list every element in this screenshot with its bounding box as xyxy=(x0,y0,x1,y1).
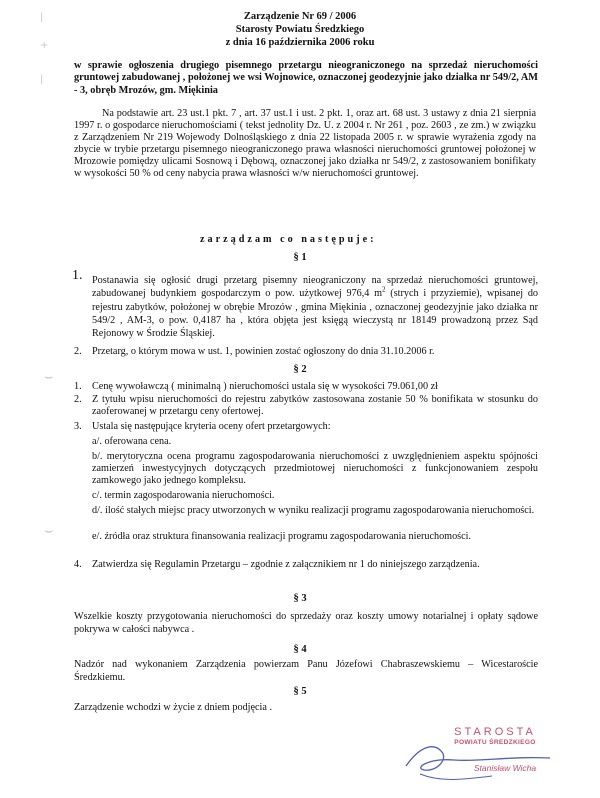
signature-scribble xyxy=(400,736,570,786)
section-2-item-3: Ustala się następujące kryteria oceny ofert przetargowych: xyxy=(92,421,331,432)
punch-hole-mark: | xyxy=(40,74,44,85)
section-4-heading: § 4 xyxy=(293,644,307,655)
section-2-item-number: 2. xyxy=(74,394,82,405)
section-1-item-number: 2. xyxy=(74,346,82,357)
section-5-heading: § 5 xyxy=(293,686,307,697)
section-3-heading: § 3 xyxy=(293,593,307,604)
stamp-title: STAROSTA xyxy=(454,726,536,738)
punch-hole-mark: | xyxy=(40,12,44,23)
section-2-item-4: Zatwierdza się Regulamin Przetargu – zgodnie z załącznikiem nr 1 do niniejszego zarządzenia. xyxy=(92,559,480,570)
section-1-item-number: 1. xyxy=(72,268,83,283)
criterion-b: b/. merytoryczna ocena programu zagospodarowania nieruchomości z uwzględnieniem aspektu spójności zamierzeń inwestycyjnych dotyczących przedmiotowej nieruchomości z funkcjonowaniem zespołu zamkowego jako jednego kompleksu. xyxy=(92,451,538,487)
section-2-item-number: 4. xyxy=(74,559,82,570)
section-1-item-1-text: Postanawia się ogłosić drugi przetarg pisemny nieograniczony na sprzedaż nieruchomości gruntowej, zabudowanej budynkiem gospodarczym o pow. użytkowej 976,4 m xyxy=(92,275,538,300)
stamp-subtitle: POWIATU ŚREDZKIEGO xyxy=(454,739,536,746)
document-issuer: Starosty Powiatu Średzkiego xyxy=(235,24,365,35)
punch-hole-mark: + xyxy=(40,40,49,51)
scan-margin-mark: ⌣ xyxy=(44,523,54,539)
document-subject: w sprawie ogłoszenia drugiego pisemnego przetargu nieograniczonego na sprzedaż nieruchomości gruntowej zabudowanej , położonej we wsi Wojnowice, oznaczonej geodezyjnie jako działka nr 549/2, AM - 3, obręb Mrozów, gm. Miękinia xyxy=(74,60,538,96)
unit-superscript: 2 xyxy=(382,285,386,294)
section-3-text: Wszelkie koszty przygotowania nieruchomości do sprzedaży oraz koszty umowy notarialnej i opłaty sądowe pokrywa w całości nabywca . xyxy=(74,611,538,635)
section-1-item-1 xyxy=(92,274,538,340)
criterion-c: c/. termin zagospodarowania nieruchomości. xyxy=(92,490,275,501)
scan-margin-mark: ⌣ xyxy=(44,369,54,385)
signature-stroke xyxy=(420,774,492,780)
criterion-e: e/. źródła oraz struktura finansowania realizacji programu zagospodarowania nieruchomości. xyxy=(92,531,472,542)
section-1-item-1-text-cont: (strych i przyziemie), wpisanej do rejestru zabytków, położonej w obrębie Mrozów , gmina Miękinia , oznaczonej geodezyjnie jako działka nr 549/2 , AM-3, o pow. 0,4187 ha , która objęta jest księgą wieczystą nr 18149 prowadzoną przez Sąd Rejonowy w Środzie Śląskiej. xyxy=(92,288,539,340)
section-1-item-2: Przetarg, o którym mowa w ust. 1, powinien zostać ogłoszony do dnia 31.10.2006 r. xyxy=(92,346,435,357)
section-2-item-number: 3. xyxy=(74,421,82,432)
ordain-heading: zarządzam co następuje: xyxy=(200,234,377,245)
signature-name: Stanisław Wicha xyxy=(473,763,537,773)
document-title: Zarządzenie Nr 69 / 2006 xyxy=(243,11,357,22)
preamble: Na podstawie art. 23 ust.1 pkt. 7 , art. 37 ust.1 i ust. 2 pkt. 1, oraz art. 68 ust. 3 ustawy z dnia 21 sierpnia 1997 r. o gospodarce nieruchomościami ( tekst jednolity Dz. U. z 2004 r. Nr 261 , poz. 2603 , ze zm.) w związku z Zarządzeniem Nr 219 Wojewody Dolnośląskiego z dnia 22 listopada 2005 r. w sprawie wyrażenia zgody na zbycie w trybie przetargu pisemnego nieograniczonego prawa własności nieruchomości gruntowej położonej w Mrozowie pomiędzy ulicami Sosnową i Dębową, oznaczonej jako działka nr 549/2, z zastosowaniem bonifikaty w wysokości 50 % od ceny nabycia prawa własności w/w nieruchomości gruntowej. xyxy=(74,108,536,180)
section-2-item-1: Cenę wywoławczą ( minimalną ) nieruchomości ustala się w wysokości 79.061,00 zł xyxy=(92,381,439,392)
criterion-a: a/. oferowana cena. xyxy=(92,436,172,447)
section-5-text: Zarządzenie wchodzi w życie z dniem podjęcia . xyxy=(74,702,272,713)
document-date: z dnia 16 października 2006 roku xyxy=(225,37,375,48)
section-2-heading: § 2 xyxy=(293,364,307,375)
section-1-heading: § 1 xyxy=(293,252,307,263)
section-2-item-number: 1. xyxy=(74,381,82,392)
section-4-text: Nadzór nad wykonaniem Zarządzenia powierzam Panu Józefowi Chabraszewskiemu – Wicestaroście Średzkiemu. xyxy=(74,659,538,683)
criterion-d: d/. ilość stałych miejsc pracy utworzonych w wyniku realizacji programu zagospodarowania nieruchomości. xyxy=(92,505,535,516)
section-2-item-2: Z tytułu wpisu nieruchomości do rejestru zabytków zastosowana zostanie 50 % bonifikata w stosunku do zaoferowanej w przetargu ceny ofertowej. xyxy=(92,394,538,417)
